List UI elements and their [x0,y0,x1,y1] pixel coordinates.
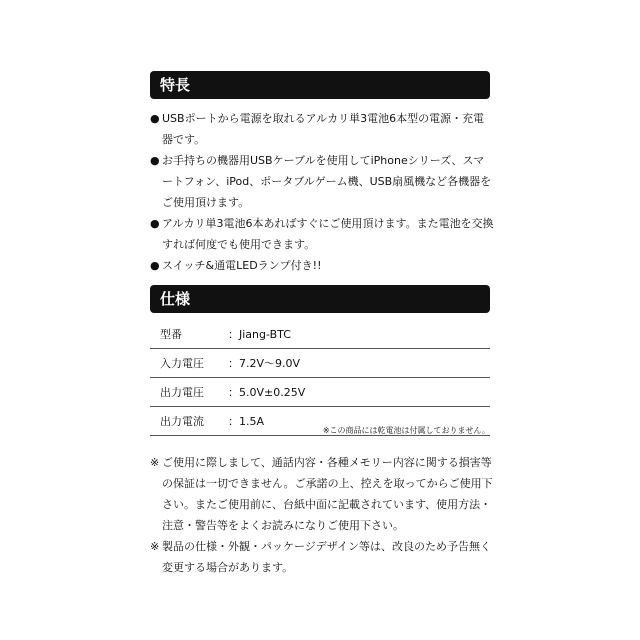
spec-table [150,320,490,436]
feature-text: お手持ちの機器用USBケーブルを使用してiPhoneシリーズ、スマートフォン、iPod、ポータブルゲーム機、USB扇風機など各機器をご使用頂けます。 [162,154,492,209]
feature-text: USBポートから電源を取れるアルカリ単3電池6本型の電源・充電器です。 [162,112,485,146]
bullet-icon: ● [150,154,160,167]
battery-note: ※この商品には乾電池は付属しておりません。 [322,426,490,435]
spec-label: 型番 [150,320,228,349]
notes-list [150,452,495,578]
spec-colon: ： [228,349,239,378]
spec-colon: ： [228,378,239,407]
feature-item [150,108,495,150]
spec-value: Jiang-BTC [239,320,490,349]
features-header [150,71,490,99]
spec-row-model [150,320,490,349]
spec-label: 出力電圧 [150,378,228,407]
specs-header [150,285,490,313]
features-list [150,108,495,276]
spec-value: 1.5A [239,407,490,436]
spec-value: 7.2V〜9.0V [239,349,490,378]
note-mark-icon: ※ [150,540,160,553]
feature-item [150,213,495,255]
feature-text: アルカリ単3電池6本あればすぐにご使用頂けます。また電池を交換すれば何度でも使用できます。 [162,217,494,251]
feature-text: スイッチ&通電LEDランプ付き!! [162,259,322,272]
spec-value: 5.0V±0.25V [239,378,490,407]
spec-colon: ： [228,320,239,349]
bullet-icon: ● [150,259,160,272]
note-item [150,536,495,578]
note-text: 製品の仕様・外観・パッケージデザイン等は、改良のため予告無く変更する場合があります。 [162,540,492,574]
spec-label: 入力電圧 [150,349,228,378]
note-text: ご使用に際しまして、通話内容・各種メモリー内容に関する損害等の保証は一切できません。ご承諾の上、控えを取ってからご使用下さい。またご使用前に、台紙中面に記載されています、使用方法・注意・警告等をよくお読みになりご使用下さい。 [162,456,493,532]
bullet-icon: ● [150,217,160,230]
note-item [150,452,495,536]
spec-row-output-voltage [150,378,490,407]
spec-colon: ： [228,407,239,436]
feature-item [150,255,495,276]
note-mark-icon: ※ [150,456,160,469]
spec-label: 出力電流 [150,407,228,436]
features-title: 特長 [160,76,191,94]
spec-row-input-voltage [150,349,490,378]
bullet-icon: ● [150,112,160,125]
specs-title: 仕様 [160,290,191,308]
feature-item [150,150,495,213]
